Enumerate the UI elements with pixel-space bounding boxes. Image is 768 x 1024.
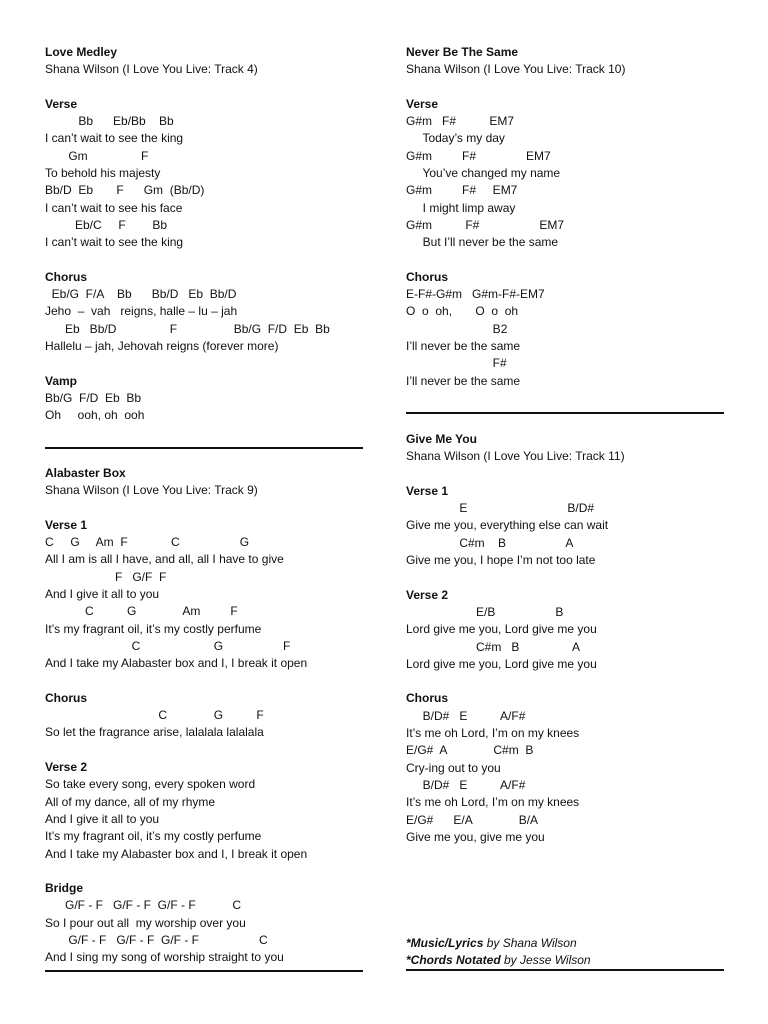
section-divider: [406, 412, 724, 414]
lyric-line: All of my dance, all of my rhyme: [45, 794, 216, 809]
lyric-line: C G Am F C G: [45, 535, 250, 550]
song-subtitle: Shana Wilson (I Love You Live: Track 9): [45, 483, 258, 498]
lyric-line: Bb/D Eb F Gm (Bb/D): [45, 183, 205, 198]
lyric-line: B/D# E A/F#: [406, 708, 526, 723]
song-alabaster-box: [45, 465, 363, 967]
section-divider: [45, 447, 363, 449]
lyric-line: It’s my fragrant oil, it’s my costly perfume: [45, 621, 262, 636]
lyric-line: Hallelu – jah, Jehovah reigns (forever more): [45, 339, 279, 354]
lyric-line: E/G# A C#m B: [406, 743, 534, 758]
credit-music-name: by Shana Wilson: [483, 936, 577, 950]
blank-line: [406, 252, 724, 269]
blank-line: [406, 79, 724, 96]
section-label: Verse: [45, 96, 78, 111]
right-column: [406, 44, 724, 390]
lyric-line: So take every song, every spoken word: [45, 777, 256, 792]
blank-line: [45, 742, 363, 759]
lyric-line: E/G# E/A B/A: [406, 812, 539, 827]
section-label: Bridge: [45, 881, 84, 896]
lyric-line: C G Am F: [45, 604, 238, 619]
blank-line: [406, 673, 724, 690]
lyric-line: Lord give me you, Lord give me you: [406, 622, 597, 637]
lyric-line: Give me you, everything else can wait: [406, 518, 609, 533]
left-column: [45, 44, 363, 425]
lyric-line: Today’s my day: [406, 131, 505, 146]
lyric-line: I can’t wait to see the king: [45, 131, 184, 146]
credit-chords-name: by Jesse Wilson: [500, 953, 591, 968]
lyric-line: O o oh, O o oh: [406, 304, 519, 319]
blank-line: [406, 466, 724, 483]
lyric-line: All I am is all I have, and all, all I have to give: [45, 552, 284, 567]
song-title: Love Medley: [45, 45, 118, 59]
lyric-line: E-F#-G#m G#m-F#-EM7: [406, 287, 545, 302]
lyric-line: I might limp away: [406, 200, 516, 215]
song-lines: [45, 79, 363, 425]
song-title: Give Me You: [406, 432, 477, 446]
lyric-line: C G F: [45, 638, 291, 653]
blank-line: [45, 79, 363, 96]
lyric-line: And I sing my song of worship straight to you: [45, 950, 284, 965]
blank-line: [45, 252, 363, 269]
lyric-line: Eb/C F Bb: [45, 217, 168, 232]
lyric-line: F G/F F: [45, 569, 167, 584]
lyric-line: To behold his majesty: [45, 166, 161, 181]
section-label: Chorus: [406, 269, 448, 284]
lyric-line: I’ll never be the same: [406, 339, 521, 354]
lyric-line: Gm F: [45, 148, 149, 163]
section-label: Verse 1: [406, 483, 449, 498]
lyric-line: I can’t wait to see his face: [45, 200, 183, 215]
lyric-line: G#m F# EM7: [406, 183, 518, 198]
song-lines: [45, 500, 363, 967]
lyric-line: C#m B A: [406, 535, 574, 550]
blank-line: [45, 500, 363, 517]
lyric-line: Cry-ing out to you: [406, 760, 501, 775]
lyric-line: E B/D#: [406, 501, 595, 516]
lyric-line: G#m F# EM7: [406, 148, 551, 163]
lyric-line: C G F: [45, 708, 264, 723]
left-column-lower: [45, 465, 363, 967]
lyric-line: And I take my Alabaster box and I, I break it open: [45, 846, 308, 861]
credit-music-lyrics: [406, 935, 724, 952]
song-subtitle: Shana Wilson (I Love You Live: Track 11): [406, 449, 625, 464]
credit-chords-label: *Chords Notated: [406, 953, 501, 968]
lyric-line: I’ll never be the same: [406, 373, 521, 388]
lyric-line: But I’ll never be the same: [406, 235, 559, 250]
lyric-line: It’s me oh Lord, I’m on my knees: [406, 795, 580, 810]
lyric-line: You’ve changed my name: [406, 166, 561, 181]
song-lines: [406, 466, 724, 847]
credit-music-label: *Music/Lyrics: [406, 936, 484, 950]
blank-line: [45, 355, 363, 372]
blank-line: [45, 673, 363, 690]
lyric-line: So I pour out all my worship over you: [45, 915, 246, 930]
lyric-line: So let the fragrance arise, lalalala lalalala: [45, 725, 264, 740]
section-label: Chorus: [406, 691, 448, 706]
song-give-me-you: [406, 431, 724, 846]
lyric-line: G#m F# EM7: [406, 217, 565, 232]
section-label: Chorus: [45, 269, 87, 284]
lyric-line: B2: [406, 321, 508, 336]
song-lines: [406, 79, 724, 390]
blank-line: [406, 569, 724, 586]
lyric-line: G/F - F G/F - F G/F - F C: [45, 933, 268, 948]
lyric-line: It’s me oh Lord, I’m on my knees: [406, 726, 580, 741]
credits: [406, 935, 724, 970]
lyric-line: Give me you, give me you: [406, 829, 545, 844]
section-label: Chorus: [45, 690, 87, 705]
lyric-line: F#: [406, 356, 507, 371]
song-subtitle: Shana Wilson (I Love You Live: Track 10): [406, 62, 626, 77]
lyric-line: And I give it all to you: [45, 811, 160, 826]
lyric-line: Oh ooh, oh ooh: [45, 408, 145, 423]
song-title: Never Be The Same: [406, 45, 519, 59]
credit-chords: [406, 952, 724, 969]
lyric-line: And I take my Alabaster box and I, I break it open: [45, 656, 308, 671]
lyric-line: Bb Eb/Bb Bb: [45, 114, 174, 129]
song-love-medley: [45, 44, 363, 425]
song-subtitle: Shana Wilson (I Love You Live: Track 4): [45, 62, 258, 77]
song-never-be-the-same: [406, 44, 724, 390]
lyric-line: E/B B: [406, 604, 564, 619]
section-divider: [45, 970, 363, 972]
lyric-line: And I give it all to you: [45, 587, 160, 602]
lyric-line: It’s my fragrant oil, it’s my costly perfume: [45, 829, 262, 844]
lyric-line: B/D# E A/F#: [406, 777, 526, 792]
lyric-line: Eb/G F/A Bb Bb/D Eb Bb/D: [45, 287, 237, 302]
section-label: Verse 2: [406, 587, 449, 602]
section-divider: [406, 969, 724, 971]
section-label: Verse 2: [45, 760, 88, 775]
lyric-line: G#m F# EM7: [406, 114, 515, 129]
section-label: Vamp: [45, 373, 78, 388]
lyric-line: Eb Bb/D F Bb/G F/D Eb Bb: [45, 321, 330, 336]
lyric-line: Jeho – vah reigns, halle – lu – jah: [45, 304, 238, 319]
right-column-lower: [406, 431, 724, 846]
lyric-line: Lord give me you, Lord give me you: [406, 656, 597, 671]
lyric-line: Give me you, I hope I’m not too late: [406, 553, 596, 568]
section-label: Verse: [406, 96, 439, 111]
song-title: Alabaster Box: [45, 466, 126, 480]
blank-line: [45, 863, 363, 880]
lyric-line: I can’t wait to see the king: [45, 235, 184, 250]
lyric-line: C#m B A: [406, 639, 581, 654]
lyric-line: Bb/G F/D Eb Bb: [45, 390, 142, 405]
section-label: Verse 1: [45, 517, 88, 532]
lyric-line: G/F - F G/F - F G/F - F C: [45, 898, 241, 913]
